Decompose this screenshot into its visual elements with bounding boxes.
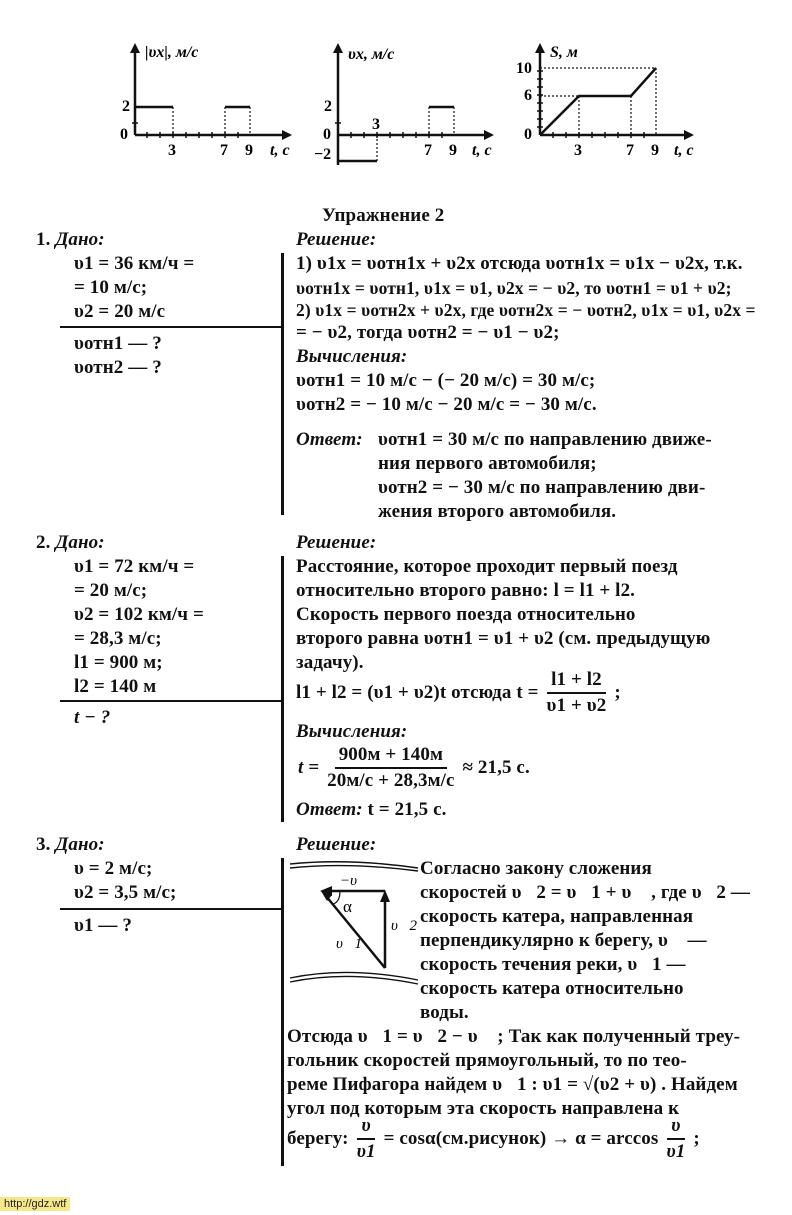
given-line: = 10 м/с;: [74, 277, 148, 298]
last-line-mid: = cosα(см.рисунок) → α = arccos: [383, 1128, 659, 1149]
calculations-label: Вычисления:: [296, 721, 408, 742]
arccos-numerator: υ: [667, 1114, 684, 1140]
chart-abs-velocity: [110, 35, 310, 165]
chart3-ytick-6: 6: [524, 87, 532, 104]
chart1-origin: 0: [120, 126, 128, 143]
chart2-ytick-pos: 2: [324, 98, 332, 115]
problem-number: 2.: [36, 532, 51, 553]
diagram-v2-label: υ⃗2: [391, 918, 418, 934]
formula-left: l1 + l2 = (υ1 + υ2)t отсюда t =: [296, 682, 539, 703]
solution-label: Решение:: [296, 532, 377, 553]
answer-label: Ответ:: [296, 799, 363, 820]
find-line: υ1 — ?: [74, 915, 132, 936]
calc-left: t =: [298, 757, 320, 778]
arccos-line: [287, 1114, 700, 1164]
formula-denominator: υ1 + υ2: [546, 695, 607, 716]
source-link[interactable]: http://gdz.wtf: [0, 1197, 70, 1211]
given-line: υ = 2 м/с;: [74, 858, 153, 879]
chart2-origin: 0: [323, 126, 331, 143]
given-line: υ2 = 102 км/ч =: [74, 604, 204, 625]
chart3-ytick-10: 10: [516, 60, 532, 77]
problem-1-header: [36, 228, 105, 252]
given-line: l1 = 900 м;: [74, 652, 163, 673]
chart2-ylabel: υx, м/с: [348, 46, 395, 63]
chart3-xlabel: t, с: [674, 142, 694, 159]
chart2-xlabel: t, с: [472, 142, 492, 159]
solution-label: Решение:: [296, 834, 377, 855]
solution-line: второго равна υотн1 = υ1 + υ2 (см. предыдущую: [296, 628, 711, 649]
chart1-xtick-7: 7: [220, 142, 228, 159]
diagram-v1-label: υ⃗1: [336, 936, 363, 952]
column-divider: [281, 858, 284, 1166]
chart1-ytick: 2: [122, 98, 130, 115]
find-line: υотн1 — ?: [74, 333, 162, 354]
problem-number: 3.: [36, 834, 51, 855]
velocity-triangle-diagram: [288, 858, 420, 988]
arccos-denominator: υ1: [666, 1141, 686, 1162]
chart3-origin: 0: [524, 126, 532, 143]
solution-line: угол под которым эта скорость направлена к: [287, 1098, 680, 1119]
solution-line: 2) υ1x = υотн2x + υ2x, где υотн2x = − υотн2, υ1x = υ1, υ2x =: [296, 300, 756, 320]
solution-line: Скорость первого поезда относительно: [296, 604, 636, 625]
chart3-xtick-7: 7: [626, 142, 634, 159]
solution-line: = − υ2, тогда υотн2 = − υ1 − υ2;: [296, 322, 560, 343]
solution-line: Согласно закону сложения: [420, 858, 652, 879]
solution-line: скоростей υ⃗2 = υ⃗1 + υ⃗ , где υ⃗2 —: [420, 882, 750, 903]
arccos-fraction: [662, 1114, 689, 1164]
exercise-title: Упражнение 2: [322, 205, 445, 226]
column-divider: [281, 253, 284, 515]
chart1-xtick-9: 9: [245, 142, 253, 159]
solution-line: скорость катера, направленная: [420, 906, 694, 927]
chart2-ytick-neg: −2: [314, 146, 332, 163]
chart3-xtick-3: 3: [574, 142, 582, 159]
problem-number: 1.: [36, 229, 51, 250]
solution-line: скорость течения реки, υ⃗1 —: [420, 954, 686, 975]
calc-line: υотн2 = − 10 м/с − 20 м/с = − 30 м/с.: [296, 394, 597, 415]
chart1-xlabel: t, с: [270, 142, 290, 159]
answer-value: t = 21,5 с.: [367, 799, 447, 820]
column-divider: [281, 556, 284, 822]
chart-velocity-projection: [310, 35, 510, 165]
last-line-left: берегу:: [287, 1128, 349, 1149]
given-line: υ1 = 72 км/ч =: [74, 556, 195, 577]
calc-line: υотн1 = 10 м/с − (− 20 м/с) = 30 м/с;: [296, 370, 596, 391]
calc-line: [298, 743, 530, 793]
find-line: υотн2 — ?: [74, 357, 162, 378]
given-divider: [60, 326, 282, 328]
chart1-xtick-3: 3: [168, 142, 176, 159]
given-line: = 20 м/с;: [74, 580, 148, 601]
solution-label: Решение:: [296, 229, 377, 250]
solution-line: задачу).: [296, 652, 364, 673]
cos-numerator: υ: [357, 1114, 374, 1140]
calculations-label: Вычисления:: [296, 346, 408, 367]
solution-line: скорость катера относительно: [420, 978, 684, 999]
chart2-xtick-7: 7: [424, 142, 432, 159]
given-line: l2 = 140 м: [74, 676, 157, 697]
chart-distance: [510, 35, 710, 165]
solution-line: Расстояние, которое проходит первый поезд: [296, 556, 678, 577]
chart3-ylabel: S, м: [550, 44, 578, 61]
answer-line: жения второго автомобиля.: [378, 501, 617, 522]
formula-fraction: [543, 668, 611, 718]
chart1-ylabel: |υx|, м/с: [145, 44, 199, 61]
answer-line: υотн2 = − 30 м/с по направлению дви-: [378, 477, 706, 498]
calc-numerator: 900м + 140м: [335, 743, 447, 769]
answer-line: ния первого автомобиля;: [378, 453, 597, 474]
solution-line: υотн1x = υотн1, υ1x = υ1, υ2x = − υ2, то υотн1 = υ1 + υ2;: [296, 278, 732, 298]
given-label: Дано:: [55, 834, 105, 855]
solution-line: воды.: [420, 1002, 469, 1023]
answer-line: [296, 798, 446, 822]
given-line: υ2 = 3,5 м/с;: [74, 882, 177, 903]
diagram-minus-v-label: −υ⃗: [340, 873, 369, 889]
given-label: Дано:: [55, 532, 105, 553]
solution-line: реме Пифагора найдем υ⃗1 : υ1 = √(υ2 + υ) . Найдем: [287, 1074, 738, 1095]
given-divider: [60, 908, 282, 910]
given-divider: [60, 700, 282, 702]
solution-line: 1) υ1x = υотн1x + υ2x отсюда υотн1x = υ1x − υ2x, т.к.: [296, 253, 743, 274]
calc-fraction: [323, 743, 458, 793]
last-line-end: ;: [693, 1128, 700, 1149]
cos-denominator: υ1: [356, 1141, 376, 1162]
solution-line: перпендикулярно к берегу, υ⃗ —: [420, 930, 707, 951]
chart3-xtick-9: 9: [651, 142, 659, 159]
chart2-xtick-9: 9: [449, 142, 457, 159]
given-line: υ2 = 20 м/с: [74, 301, 166, 322]
calc-denominator: 20м/с + 28,3м/с: [327, 770, 455, 791]
answer-line: υотн1 = 30 м/с по направлению движе-: [378, 429, 712, 450]
given-label: Дано:: [55, 229, 105, 250]
calc-right: ≈ 21,5 с.: [462, 757, 530, 778]
find-line: t − ?: [74, 707, 111, 728]
chart2-xtick-3: 3: [372, 116, 380, 133]
given-line: υ1 = 36 км/ч =: [74, 253, 195, 274]
diagram-alpha-label: α: [343, 897, 352, 916]
problem-3-header: [36, 833, 105, 857]
formula-numerator: l1 + l2: [547, 668, 606, 694]
answer-label: Ответ:: [296, 429, 363, 450]
problem-2-header: [36, 531, 105, 555]
solution-line: Отсюда υ⃗1 = υ⃗2 − υ⃗ ; Так как полученный треу-: [287, 1026, 741, 1047]
given-line: = 28,3 м/с;: [74, 628, 162, 649]
cos-fraction: [353, 1114, 380, 1164]
formula-line: l1 + l2 = (υ1 + υ2)t отсюда t = $\frac{l1 + l2}{\upsilon 1 + \upsilon 2}$ ;: [296, 669, 621, 716]
solution-line: гольник скоростей прямоугольный, то по тео-: [287, 1050, 687, 1071]
solution-line: относительно второго равно: l = l1 + l2.: [296, 580, 636, 601]
